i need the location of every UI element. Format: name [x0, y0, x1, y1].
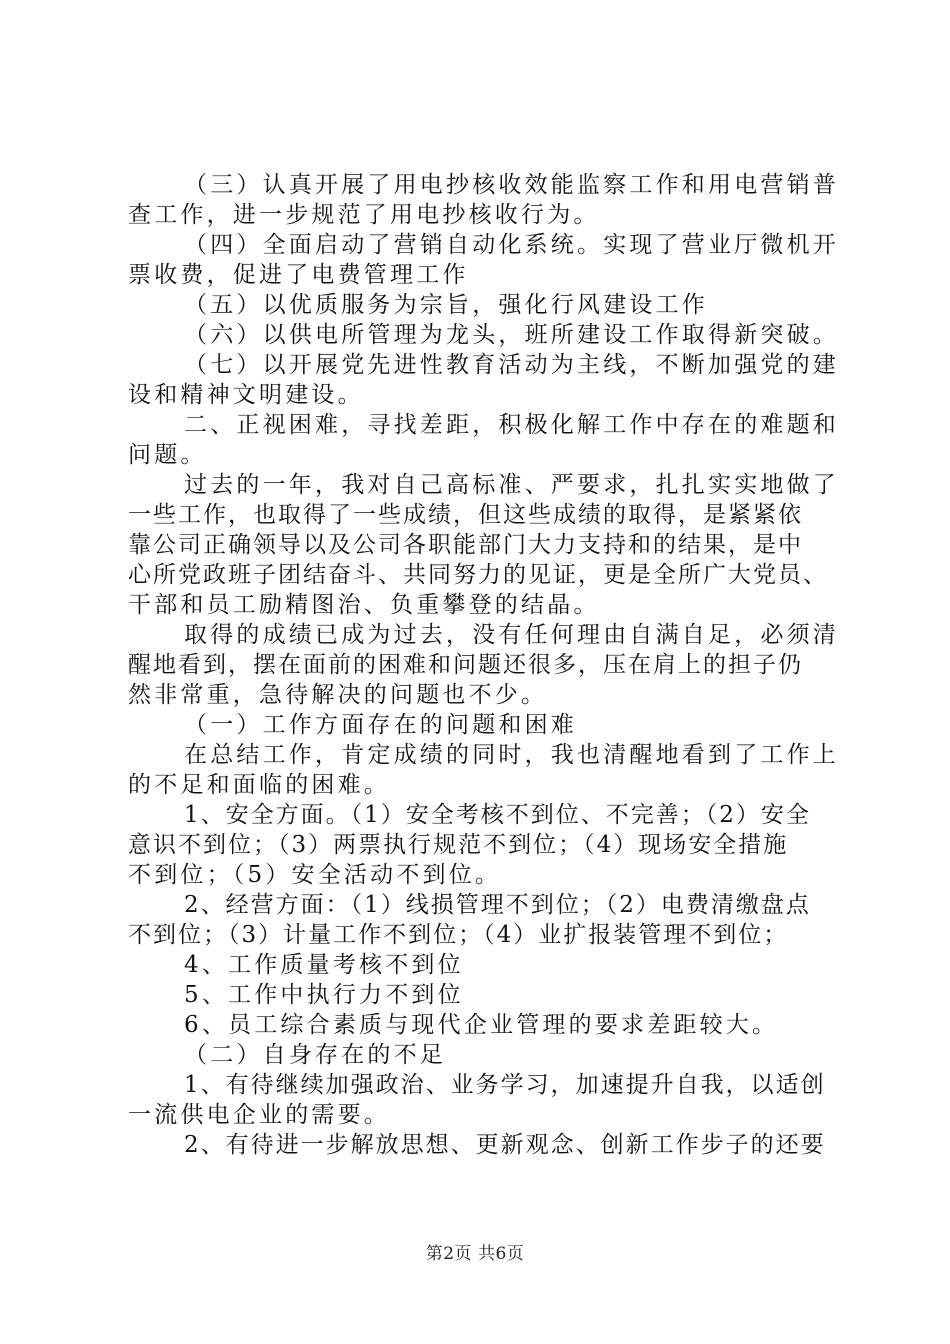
- document-body: [128, 170, 839, 1160]
- page-number-footer: 第2页 共6页: [425, 1244, 525, 1264]
- text-line: （六）以供电所管理为龙头，班所建设工作取得新突破。: [184, 322, 839, 348]
- text-line: 一些工作，也取得了一些成绩，但这些成绩的取得，是紧紧依: [128, 502, 803, 528]
- text-line: 票收费，促进了电费管理工作: [128, 262, 469, 288]
- subsection-heading: （一）工作方面存在的问题和困难: [184, 712, 577, 738]
- text-line: 意识不到位；（3）两票执行规范不到位；（4）现场安全措施: [128, 832, 789, 858]
- text-line: 取得的成绩已成为过去，没有任何理由自满自足，必须清: [184, 622, 839, 648]
- text-line: 醒地看到，摆在面前的困难和问题还很多，压在肩上的担子仍: [128, 652, 803, 678]
- text-line: 1、安全方面。（1）安全考核不到位、不完善；（2）安全: [184, 802, 811, 828]
- text-line: 不到位；（3）计量工作不到位；（4）业扩报装管理不到位；: [128, 922, 789, 948]
- text-line: 查工作，进一步规范了用电抄核收行为。: [128, 202, 600, 228]
- text-line: （四）全面启动了营销自动化系统。实现了营业厅微机开: [184, 232, 839, 258]
- subsection-heading: （二）自身存在的不足: [184, 1042, 446, 1068]
- text-line: 5、工作中执行力不到位: [184, 982, 464, 1008]
- text-line: 过去的一年，我对自己高标准、严要求，扎扎实实地做了: [184, 472, 839, 498]
- text-line: 问题。: [128, 442, 207, 468]
- text-line: 一流供电企业的需要。: [128, 1102, 390, 1128]
- text-line: 1、有待继续加强政治、业务学习，加速提升自我，以适创: [184, 1072, 826, 1098]
- text-line: 2、有待进一步解放思想、更新观念、创新工作步子的还要: [184, 1132, 826, 1158]
- text-line: 心所党政班子团结奋斗、共同努力的见证，更是全所广大党员、: [128, 562, 828, 588]
- text-line: （七）以开展党先进性教育活动为主线，不断加强党的建: [184, 352, 839, 378]
- text-line: 的不足和面临的困难。: [128, 772, 390, 798]
- text-line: 靠公司正确领导以及公司各职能部门大力支持和的结果，是中: [128, 532, 803, 558]
- text-line: 在总结工作，肯定成绩的同时，我也清醒地看到了工作上: [184, 742, 839, 768]
- text-line: （五）以优质服务为宗旨，强化行风建设工作: [184, 292, 708, 318]
- text-line: （三）认真开展了用电抄核收效能监察工作和用电营销普: [184, 172, 839, 198]
- text-line: 6、员工综合素质与现代企业管理的要求差距较大。: [184, 1012, 779, 1038]
- text-line: 2、经营方面：（1）线损管理不到位；（2）电费清缴盘点: [184, 892, 811, 918]
- text-line: 设和精神文明建设。: [128, 382, 364, 408]
- text-line: 4、工作质量考核不到位: [184, 952, 464, 978]
- section-heading: 二、正视困难，寻找差距，积极化解工作中存在的难题和: [184, 412, 839, 438]
- text-line: 干部和员工励精图治、负重攀登的结晶。: [128, 592, 600, 618]
- text-line: 然非常重，急待解决的问题也不少。: [128, 682, 548, 708]
- text-line: 不到位；（5）安全活动不到位。: [128, 862, 502, 888]
